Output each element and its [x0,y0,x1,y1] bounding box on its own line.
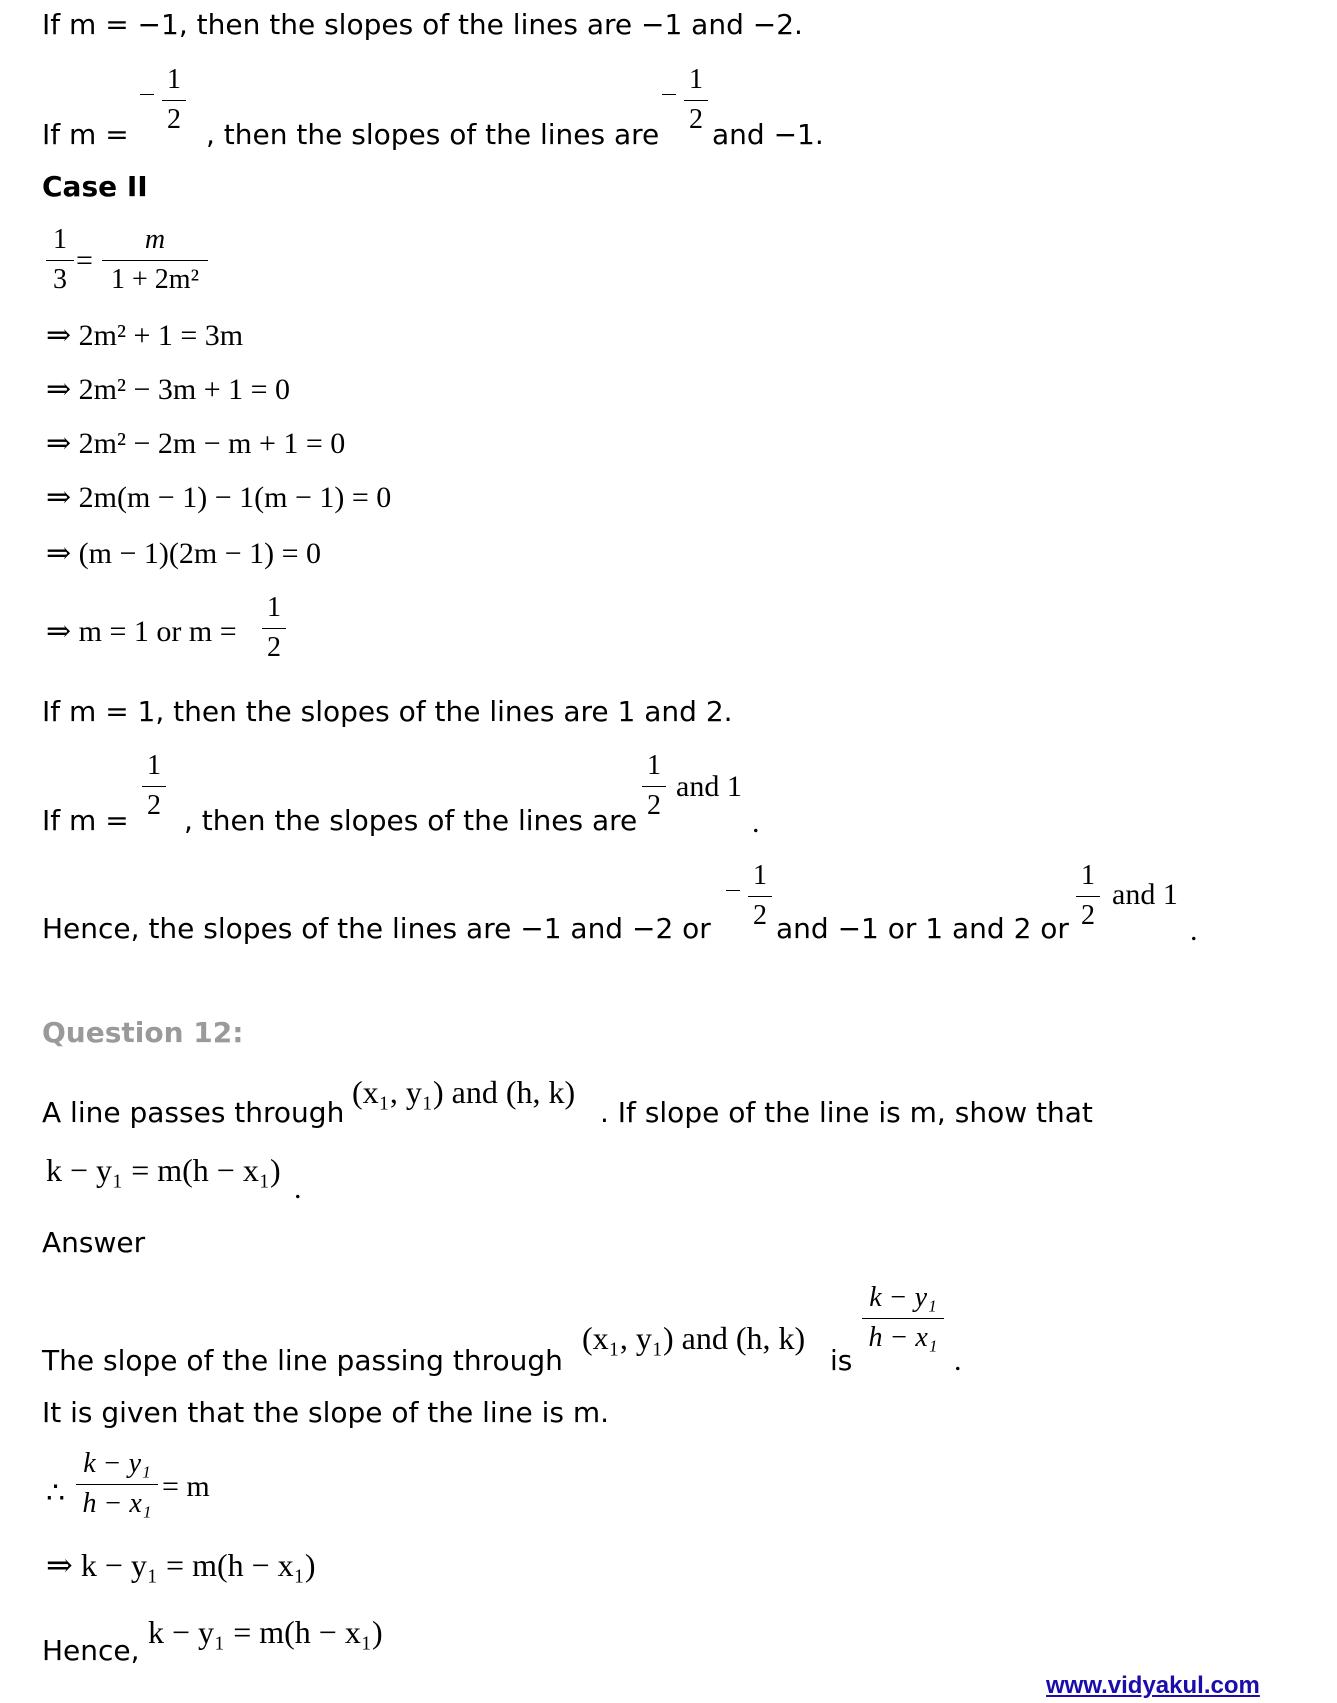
question-points: (x₁, y₁) and (h, k) [352,1074,576,1110]
fraction-denominator: 2 [267,632,281,663]
fraction-denominator: 2 [1081,900,1095,931]
fraction-numerator: 1 [167,64,181,95]
equals-m: = m [162,1470,210,1503]
fraction-denominator: 2 [689,104,703,135]
fraction-slope-formula [862,1284,944,1352]
fraction-numerator: 1 [147,750,161,781]
fraction-numerator: m [144,224,166,255]
fraction-neg-one-half-slope [684,66,708,134]
period: . [752,806,760,839]
fraction-m-over-1-plus-2m-squared [102,226,208,294]
slope-is: is [830,1344,853,1377]
fraction-denominator: h − x₁ [82,1488,152,1519]
period: . [294,1172,302,1205]
fraction-one-half [142,752,166,820]
case1-line-m-neg-half-suffix: and −1. [712,118,824,151]
fraction-neg-one-half [162,66,186,134]
question-text-prefix: A line passes through [42,1096,345,1129]
conclusion-mid: and −1 or 1 and 2 or [776,912,1069,945]
case1-line-m-neg-half-prefix: If m = [42,118,129,151]
period: . [1190,914,1198,947]
fraction-numerator: 1 [753,860,767,891]
equals-sign: = [76,244,93,277]
equation-step-3: ⇒ 2m² − 2m − m + 1 = 0 [46,427,346,460]
implies-equation: ⇒ k − y₁ = m(h − x₁) [46,1547,316,1583]
fraction-denominator: 2 [647,790,661,821]
fraction-denominator: 3 [53,264,67,295]
conclusion-suffix: and 1 [1112,878,1178,911]
conclusion-prefix: Hence, the slopes of the lines are −1 and −2 or [42,912,711,945]
equation-step-4: ⇒ 2m(m − 1) − 1(m − 1) = 0 [46,481,392,514]
given-slope-text: It is given that the slope of the line is m. [42,1396,610,1429]
answer-label: Answer [42,1226,146,1259]
hence-equation: k − y₁ = m(h − x₁) [148,1614,383,1650]
equation-step-5: ⇒ (m − 1)(2m − 1) = 0 [46,537,322,570]
fraction-denominator: 1 + 2m² [111,264,199,295]
fraction-neg-one-half-conclusion [748,862,772,930]
vidyakul-link[interactable]: www.vidyakul.com [1046,1672,1260,1699]
fraction-numerator: 1 [689,64,703,95]
fraction-numerator: 1 [647,750,661,781]
case2-line-m-1: If m = 1, then the slopes of the lines are 1 and 2. [42,695,733,728]
question-label: Question 12: [42,1016,244,1049]
case2-line-m-half-mid: , then the slopes of the lines are [184,804,638,837]
fraction-numerator: 1 [1081,860,1095,891]
question-statement: k − y₁ = m(h − x₁) [46,1152,281,1188]
slope-points: (x₁, y₁) and (h, k) [582,1320,806,1356]
hence-label: Hence, [42,1634,140,1667]
slope-text: The slope of the line passing through [42,1344,563,1377]
fraction-slope-equation [76,1450,158,1518]
fraction-numerator: k − y₁ [869,1282,937,1313]
fraction-denominator: 2 [167,104,181,135]
period: . [954,1344,962,1377]
fraction-numerator: 1 [53,224,67,255]
fraction-one-half-slope [642,752,666,820]
question-text-suffix: . If slope of the line is m, show that [600,1096,1093,1129]
equation-step-2: ⇒ 2m² − 3m + 1 = 0 [46,373,291,406]
fraction-denominator: 2 [147,790,161,821]
case2-line-m-half-suffix: and 1 [676,770,742,803]
fraction-denominator: h − x₁ [868,1322,938,1353]
fraction-one-half-conclusion [1076,862,1100,930]
case1-line-m-neg-half-mid: , then the slopes of the lines are [206,118,660,151]
case-two-heading: Case II [42,170,148,203]
case2-line-m-half-prefix: If m = [42,804,129,837]
fraction-numerator: 1 [267,592,281,623]
fraction-one-half-solution [262,594,286,662]
equation-step-1: ⇒ 2m² + 1 = 3m [46,319,244,352]
equation-step-6: ⇒ m = 1 or m = [46,615,237,648]
therefore-symbol: ∴ [46,1477,66,1510]
fraction-numerator: k − y₁ [83,1448,151,1479]
fraction-one-third [46,226,74,294]
case1-line-m-neg1: If m = −1, then the slopes of the lines are −1 and −2. [42,8,803,41]
fraction-denominator: 2 [753,900,767,931]
